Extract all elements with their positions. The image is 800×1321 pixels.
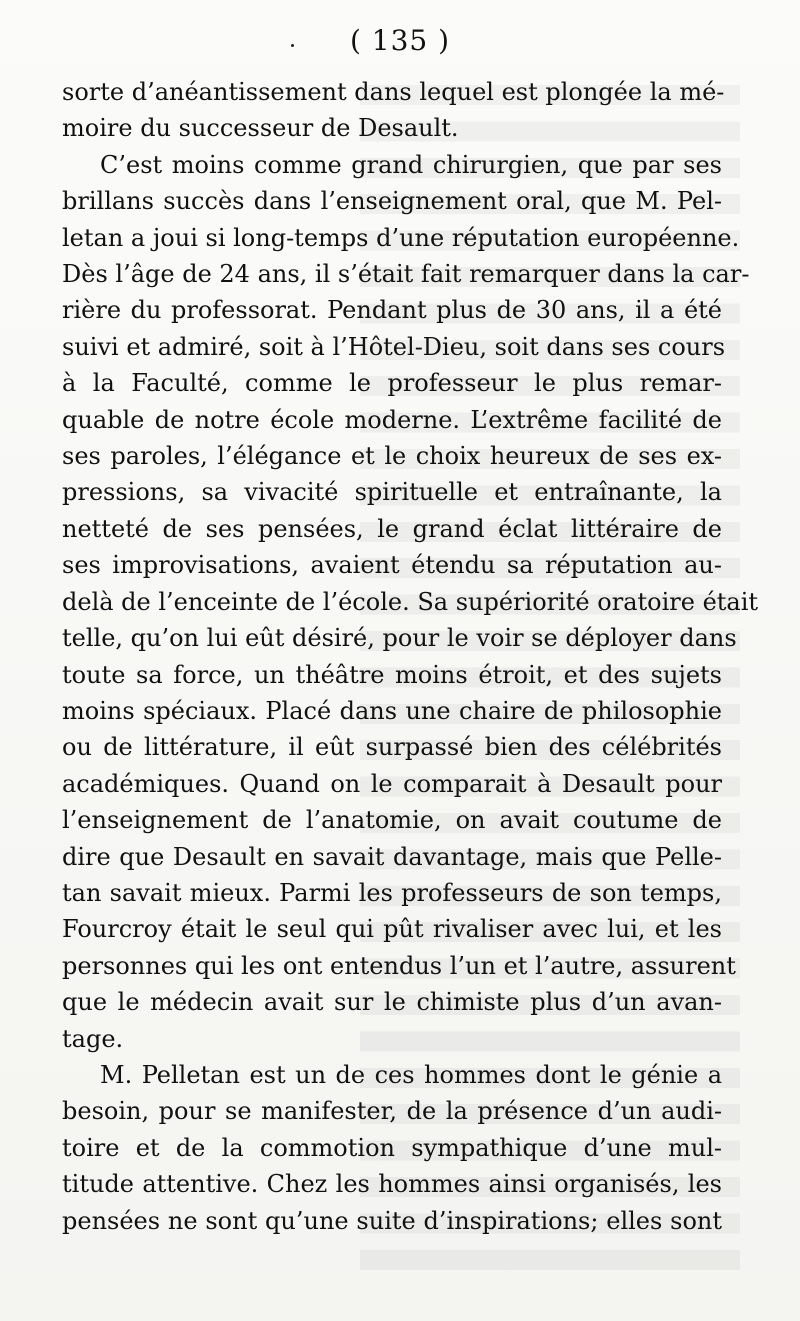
text-line: moire du successeur de Desault. (62, 114, 459, 143)
text-line: titude attentive. Chez les hommes ainsi organisés, les (62, 1170, 722, 1199)
text-line: M. Pelletan est un de ces hommes dont le génie a (100, 1060, 722, 1089)
text-line: moins spéciaux. Placé dans une chaire de philosophie (62, 696, 722, 725)
text-line: ou de littérature, il eût surpassé bien des célébrités (62, 733, 722, 762)
text-line: delà de l’enceinte de l’école. Sa supériorité oratoire était (62, 587, 759, 616)
text-line: dire que Desault en savait davantage, mais que Pelle- (62, 842, 722, 871)
body-text (62, 74, 759, 1239)
text-line: pressions, sa vivacité spirituelle et entraînante, la (62, 478, 722, 507)
text-line: personnes qui les ont entendus l’un et l’autre, assurent (62, 951, 736, 980)
text-line: toute sa force, un théâtre moins étroit, et des sujets (62, 660, 722, 689)
text-line: quable de notre école moderne. L’extrême facilité de (62, 405, 722, 434)
text-line: brillans succès dans l’enseignement oral, que M. Pel- (62, 187, 722, 216)
text-line: Fourcroy était le seul qui pût rivaliser avec lui, et les (62, 915, 722, 944)
text-line: suivi et admiré, soit à l’Hôtel-Dieu, soit dans ses cours (62, 332, 726, 361)
paragraph (62, 147, 759, 1057)
text-line: académiques. Quand on le comparait à Desault pour (62, 769, 722, 798)
page-number: ( 135 ) (349, 24, 451, 57)
text-line: rière du professorat. Pendant plus de 30 ans, il a été (62, 296, 722, 325)
text-line: tan savait mieux. Parmi les professeurs de son temps, (62, 878, 722, 907)
text-line: netteté de ses pensées, le grand éclat littéraire de (62, 514, 722, 543)
text-line: à la Faculté, comme le professeur le plus remar- (62, 369, 722, 398)
text-line: que le médecin avait sur le chimiste plus d’un avan- (62, 988, 722, 1017)
paragraph (62, 74, 725, 147)
text-line: C’est moins comme grand chirurgien, que par ses (100, 150, 722, 179)
text-line: tage. (62, 1024, 124, 1053)
paragraph (62, 1057, 722, 1239)
text-line: letan a joui si long-temps d’une réputation européenne. (62, 223, 740, 252)
text-line: pensées ne sont qu’une suite d’inspirations; elles sont (62, 1206, 722, 1235)
text-line: ses improvisations, avaient étendu sa réputation au- (62, 551, 722, 580)
text-line: toire et de la commotion sympathique d’une mul- (62, 1133, 722, 1162)
text-line: l’enseignement de l’anatomie, on avait coutume de (62, 806, 722, 835)
text-line: telle, qu’on lui eût désiré, pour le voir se déployer dans (62, 624, 737, 653)
text-line: ses paroles, l’élégance et le choix heureux de ses ex- (62, 442, 722, 471)
text-line: Dès l’âge de 24 ans, il s’était fait remarquer dans la car- (62, 260, 750, 289)
text-line: sorte d’anéantissement dans lequel est plongée la mé- (62, 78, 725, 106)
text-line: besoin, pour se manifester, de la présence d’un audi- (62, 1097, 722, 1126)
